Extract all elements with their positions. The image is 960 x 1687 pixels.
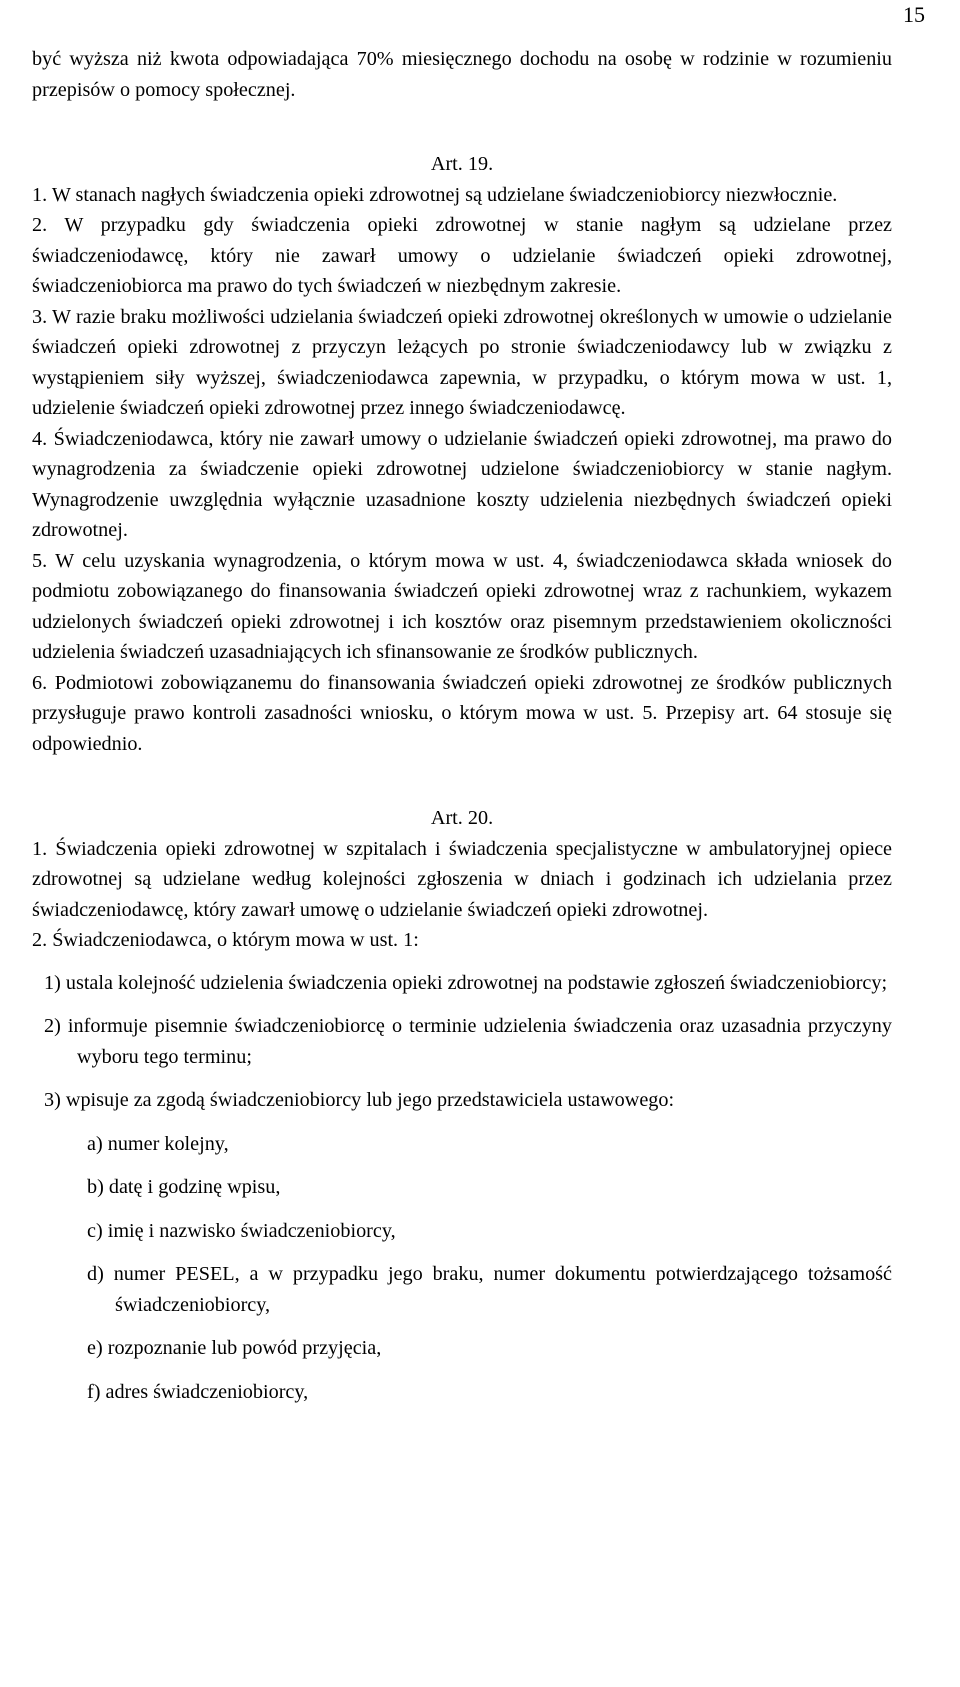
- art20-point-2: 2) informuje pisemnie świadczeniobiorcę o terminie udzielenia świadczenia oraz uzasadnia przyczyny wyboru tego terminu;: [44, 1015, 892, 1068]
- art20-subpoint-d: d) numer PESEL, a w przypadku jego braku, numer dokumentu potwierdzającego tożsamość świadczeniobiorcy,: [87, 1263, 892, 1316]
- art19-para-1: 1. W stanach nagłych świadczenia opieki zdrowotnej są udzielane świadczeniobiorcy niezwłocznie.: [32, 183, 838, 206]
- document-body: [32, 44, 892, 1420]
- spacer: [32, 105, 892, 149]
- art20-para-2: 2. Świadczeniodawca, o którym mowa w ust. 1:: [32, 929, 419, 951]
- article-heading-19: Art. 19.: [430, 153, 494, 175]
- art20-subpoint-a: a) numer kolejny,: [87, 1132, 229, 1155]
- intro-paragraph: być wyższa niż kwota odpowiadająca 70% miesięcznego dochodu na osobę w rodzinie w rozumieniu przepisów o pomocy społecznej.: [32, 48, 892, 101]
- art19-para-6: 6. Podmiotowi zobowiązanemu do finansowania świadczeń opieki zdrowotnej ze środków publicznych przysługuje prawo kontroli zasadności wniosku, o którym mowa w ust. 5. Przepisy art. 64 stosuje się odpowiednio.: [32, 671, 892, 755]
- art20-subpoint-c: c) imię i nazwisko świadczeniobiorcy,: [87, 1219, 396, 1242]
- article-heading-20: Art. 20.: [430, 807, 494, 829]
- art20-subpoint-b: b) datę i godzinę wpisu,: [87, 1176, 281, 1198]
- art19-para-4: 4. Świadczeniodawca, który nie zawarł umowy o udzielanie świadczeń opieki zdrowotnej, ma prawo do wynagrodzenia za świadczenie opieki zdrowotnej udzielone świadczeniobiorcy w stanie nagłym. Wynagrodzenie uwzględnia wyłącznie uzasadnione koszty udzielenia niezbędnych świadczeń opieki zdrowotnej.: [32, 427, 892, 541]
- art19-para-3: 3. W razie braku możliwości udzielania świadczeń opieki zdrowotnej określonych w umowie o udzielanie świadczeń opieki zdrowotnej z przyczyn leżących po stronie świadczeniodawcy lub w związku z wystąpieniem siły wyższej, świadczeniodawca zapewnia, w przypadku, o którym mowa w ust. 1, udzielenie świadczeń opieki zdrowotnej przez innego świadczeniodawcę.: [32, 305, 892, 419]
- art20-point-3: 3) wpisuje za zgodą świadczeniobiorcy lub jego przedstawiciela ustawowego:: [44, 1089, 675, 1111]
- art19-para-5: 5. W celu uzyskania wynagrodzenia, o którym mowa w ust. 4, świadczeniodawca składa wniosek do podmiotu zobowiązanego do finansowania świadczeń opieki zdrowotnej wraz z rachunkiem, wykazem udzielonych świadczeń opieki zdrowotnej i ich kosztów oraz pisemnym przedstawieniem okoliczności udzielenia świadczeń uzasadniających ich sfinansowanie ze środków publicznych.: [32, 549, 892, 663]
- art19-para-2: 2. W przypadku gdy świadczenia opieki zdrowotnej w stanie nagłym są udzielane przez świadczeniodawcę, który nie zawarł umowy o udzielanie świadczeń opieki zdrowotnej, świadczeniobiorca ma prawo do tych świadczeń w niezbędnym zakresie.: [32, 214, 892, 297]
- art20-subpoint-f: f) adres świadczeniobiorcy,: [87, 1380, 309, 1403]
- page-number: 15: [903, 2, 925, 27]
- art20-subpoint-e: e) rozpoznanie lub powód przyjęcia,: [87, 1337, 382, 1359]
- art20-para-1: 1. Świadczenia opieki zdrowotnej w szpitalach i świadczenia specjalistyczne w ambulatoryjnej opiece zdrowotnej są udzielane według kolejności zgłoszenia w dniach i godzinach ich udzielania przez świadczeniodawcę, który zawarł umowę o udzielanie świadczeń opieki zdrowotnej.: [32, 837, 892, 921]
- art20-point-1: 1) ustala kolejność udzielenia świadczenia opieki zdrowotnej na podstawie zgłoszeń świadczeniobiorcy;: [44, 971, 888, 994]
- spacer: [32, 759, 892, 803]
